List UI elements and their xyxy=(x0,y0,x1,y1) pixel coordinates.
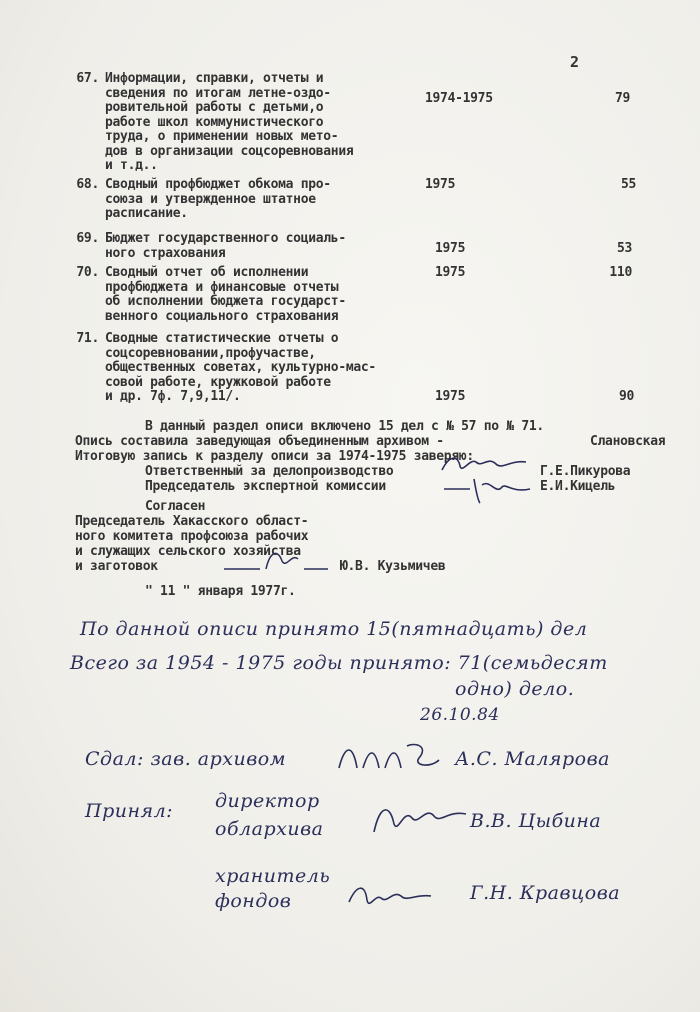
signature-commission xyxy=(440,475,535,509)
signature-chairman xyxy=(220,545,330,579)
handwritten-fondov: фондов xyxy=(215,890,292,912)
handwritten-line1: По данной описи принято 15(пятнадцать) дел xyxy=(80,618,588,640)
agreed-date: " 11 " января 1977г. xyxy=(145,584,296,599)
handwritten-line3: одно) дело. xyxy=(455,678,575,700)
summary-line3: Итоговую запись к разделу описи за 1974-1975 заверяю: xyxy=(75,449,474,464)
entry-text-line: венного социального страхования xyxy=(105,308,339,324)
handwritten-sdal-name: А.С. Малярова xyxy=(455,748,610,770)
entry-count: 53 xyxy=(616,241,632,256)
entry-count: 110 xyxy=(609,265,632,280)
entry-years: 1975 xyxy=(435,265,466,280)
entry-years: 1975 xyxy=(435,241,466,256)
entry-text-line: Сводные статистические отчеты о xyxy=(105,331,339,346)
entry-text-line: ровительной работы с детьми,о xyxy=(105,100,324,115)
handwritten-date: 26.10.84 xyxy=(420,705,500,725)
entry-text-line: Сводный отчет об исполнении xyxy=(105,265,309,280)
entry-text-line: об исполнении бюджета государст- xyxy=(105,294,346,309)
entry-text-line: профбюджета и финансовые отчеты xyxy=(105,279,339,295)
summary-responsible-name: Г.Е.Пикурова xyxy=(540,464,631,479)
agreed-title: Согласен xyxy=(145,499,206,514)
entry-years: 1974-1975 xyxy=(425,91,493,106)
entry-number: 69. xyxy=(76,231,99,246)
entry-count: 79 xyxy=(614,91,630,106)
summary-commission-name: Е.И.Кицель xyxy=(540,479,616,494)
entry-text-line: расписание. xyxy=(105,206,188,221)
entry-count: 90 xyxy=(618,389,634,404)
entry-number: 68. xyxy=(76,177,99,192)
agreed-line2: ного комитета профсоюза рабочих xyxy=(75,529,309,544)
entry-text-line: соцсоревновании,профучастве, xyxy=(105,345,316,361)
summary-line2: Опись составила заведующая объединенным архивом - xyxy=(75,434,444,449)
entry-text-line: Бюджет государственного социаль- xyxy=(105,231,346,246)
summary-line1: В данный раздел описи включено 15 дел с № 57 по № 71. xyxy=(145,419,544,434)
entry-text-line: ного страхования xyxy=(105,245,226,261)
handwritten-director: директор xyxy=(215,790,320,812)
entry-text-line: труда, о применении новых мето- xyxy=(105,129,339,144)
handwritten-hranitel-name: Г.Н. Кравцова xyxy=(470,882,621,904)
entry-count: 55 xyxy=(620,177,636,192)
entry-number: 71. xyxy=(76,331,99,346)
signature-hranitel xyxy=(345,880,435,916)
handwritten-line2: Всего за 1954 - 1975 годы принято: 71(семьдесят xyxy=(70,652,608,674)
page-number: 2 xyxy=(570,53,579,71)
summary-line5: Председатель экспертной комиссии xyxy=(145,479,386,494)
entry-text-line: Сводный профбюджет обкома про- xyxy=(105,177,331,192)
handwritten-sdal: Сдал: зав. архивом xyxy=(85,748,286,770)
agreed-line1: Председатель Хакасского област- xyxy=(75,514,309,529)
entry-text-line: и т.д.. xyxy=(105,158,158,173)
entry-years: 1975 xyxy=(435,389,466,404)
entry-years: 1975 xyxy=(425,177,456,192)
handwritten-director-name: В.В. Цыбина xyxy=(470,810,602,832)
agreed-signatory-name: Ю.В. Кузьмичев xyxy=(340,559,446,574)
entry-text-line: работе школ коммунистического xyxy=(105,114,324,130)
handwritten-hranitel: хранитель xyxy=(215,865,331,887)
entry-text-line: дов в организации соцсоревнования xyxy=(105,143,354,159)
entry-text-line: союза и утвержденное штатное xyxy=(105,191,316,207)
handwritten-oblarhiva: облархива xyxy=(215,818,324,840)
entry-text-line: и др. 7ф. 7,9,11/. xyxy=(105,389,241,404)
summary-line4: Ответственный за делопроизводство xyxy=(145,464,394,479)
entry-text-line: Информации, справки, отчеты и xyxy=(105,71,324,86)
entry-text-line: сведения по итогам летне-оздо- xyxy=(105,85,331,101)
handwritten-prinyal: Принял: xyxy=(85,800,174,822)
agreed-line3: и служащих сельского хозяйства xyxy=(75,544,301,559)
signature-sdal xyxy=(335,738,445,782)
entry-number: 67. xyxy=(76,71,99,86)
entry-text-line: общественных советах, культурно-мас- xyxy=(105,360,376,375)
summary-compiler-name: Слановская xyxy=(590,434,666,449)
entry-number: 70. xyxy=(76,265,99,280)
signature-director xyxy=(370,800,470,840)
agreed-last-left: и заготовок xyxy=(75,559,158,574)
entry-text-line: совой работе, кружковой работе xyxy=(105,374,331,390)
